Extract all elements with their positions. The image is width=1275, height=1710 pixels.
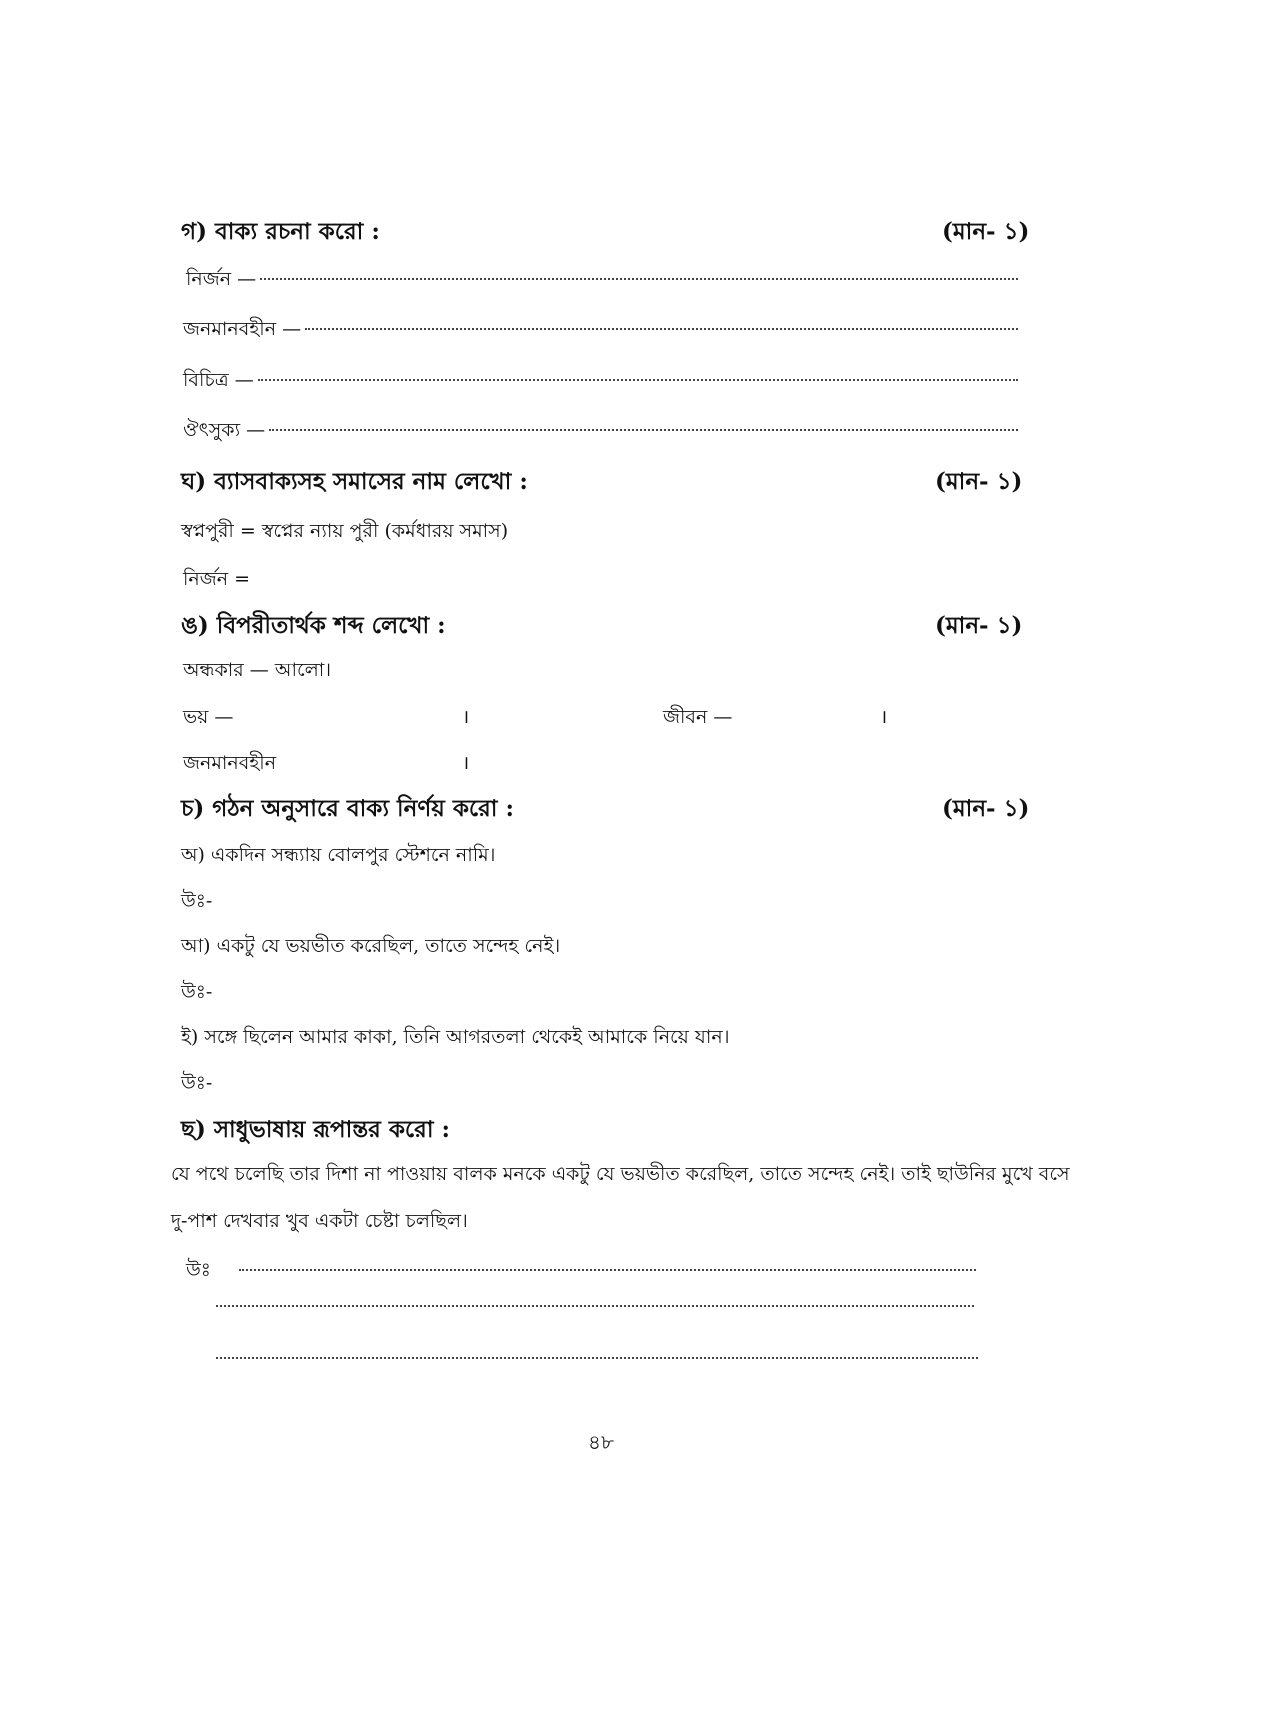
page-number: ৪৮ — [588, 1430, 614, 1454]
answer-line-1 — [186, 1256, 976, 1286]
section-gha-heading: ঘ) ব্যাসবাক্যসহ সমাসের নাম লেখো : — [181, 468, 528, 495]
section-umo-heading: ঙ) বিপরীতার্থক শব্দ লেখো : — [181, 612, 446, 639]
section-gha-marks: (মান- ১) — [935, 468, 1023, 495]
section-cha-heading: চ) গঠন অনুসারে বাক্য নির্ণয় করো : — [181, 795, 514, 822]
answer-dots[interactable] — [239, 1269, 976, 1271]
answer-line-2 — [216, 1310, 974, 1340]
section-umo-marks: (মান- ১) — [935, 612, 1023, 639]
section-cha-marks: (মান- ১) — [942, 795, 1030, 822]
antonym-item-3: জনমানবহীন — [183, 752, 277, 774]
samas-item: নির্জন = — [183, 568, 251, 590]
sentence-line-2 — [183, 315, 1018, 345]
answer-label-aa: উঃ- — [181, 981, 213, 1003]
samas-example: স্বপ্নপুরী = স্বপ্নের ন্যায় পুরী (কর্মধারয় সমাস) — [181, 520, 509, 542]
answer-label-chha: উঃ — [186, 1259, 211, 1281]
answer-label-a: উঃ- — [181, 890, 213, 912]
sentence-line-1 — [186, 265, 1018, 295]
sentence-word-2: জনমানবহীন — — [183, 318, 302, 340]
passage-line-1: যে পথে চলেছি তার দিশা না পাওয়ায় বালক মনকে একটু যে ভয়ভীত করেছিল, তাতে সন্দেহ নেই। তাই ছাউনির মুখে বসে — [171, 1163, 1070, 1185]
danda-2: । — [880, 706, 888, 728]
answer-dots[interactable] — [260, 278, 1018, 280]
answer-dots[interactable] — [269, 429, 1018, 431]
antonym-item-2: জীবন — — [663, 706, 733, 728]
sentence-word-4: ঔৎসুক্য — — [183, 419, 266, 441]
answer-dots[interactable] — [216, 1305, 974, 1307]
section-ga-marks: (মান- ১) — [942, 218, 1030, 245]
answer-dots[interactable] — [216, 1357, 978, 1359]
answer-line-3 — [216, 1362, 978, 1392]
passage-line-2: দু-পাশ দেখবার খুব একটা চেষ্টা চলছিল। — [171, 1210, 468, 1232]
danda-1: । — [462, 706, 470, 728]
sentence-word-1: নির্জন — — [186, 268, 257, 290]
sentence-word-3: বিচিত্র — — [183, 369, 254, 391]
sentence-line-3 — [183, 366, 1018, 396]
antonym-item-1: ভয় — — [183, 706, 234, 728]
question-aa: আ) একটু যে ভয়ভীত করেছিল, তাতে সন্দেহ নেই। — [181, 935, 561, 957]
sentence-line-4 — [183, 416, 1018, 446]
answer-label-i: উঃ- — [181, 1072, 213, 1094]
section-chha-heading: ছ) সাধুভাষায় রূপান্তর করো : — [181, 1116, 450, 1143]
danda-3: । — [462, 752, 470, 774]
section-ga-heading: গ) বাক্য রচনা করো : — [181, 218, 380, 245]
question-i: ই) সঙ্গে ছিলেন আমার কাকা, তিনি আগরতলা থেকেই আমাকে নিয়ে যান। — [181, 1026, 730, 1048]
answer-dots[interactable] — [305, 328, 1018, 330]
antonym-example: অন্ধকার — আলো। — [183, 659, 332, 681]
answer-dots[interactable] — [258, 379, 1018, 381]
question-a: অ) একদিন সন্ধ্যায় বোলপুর স্টেশনে নামি। — [181, 844, 496, 866]
